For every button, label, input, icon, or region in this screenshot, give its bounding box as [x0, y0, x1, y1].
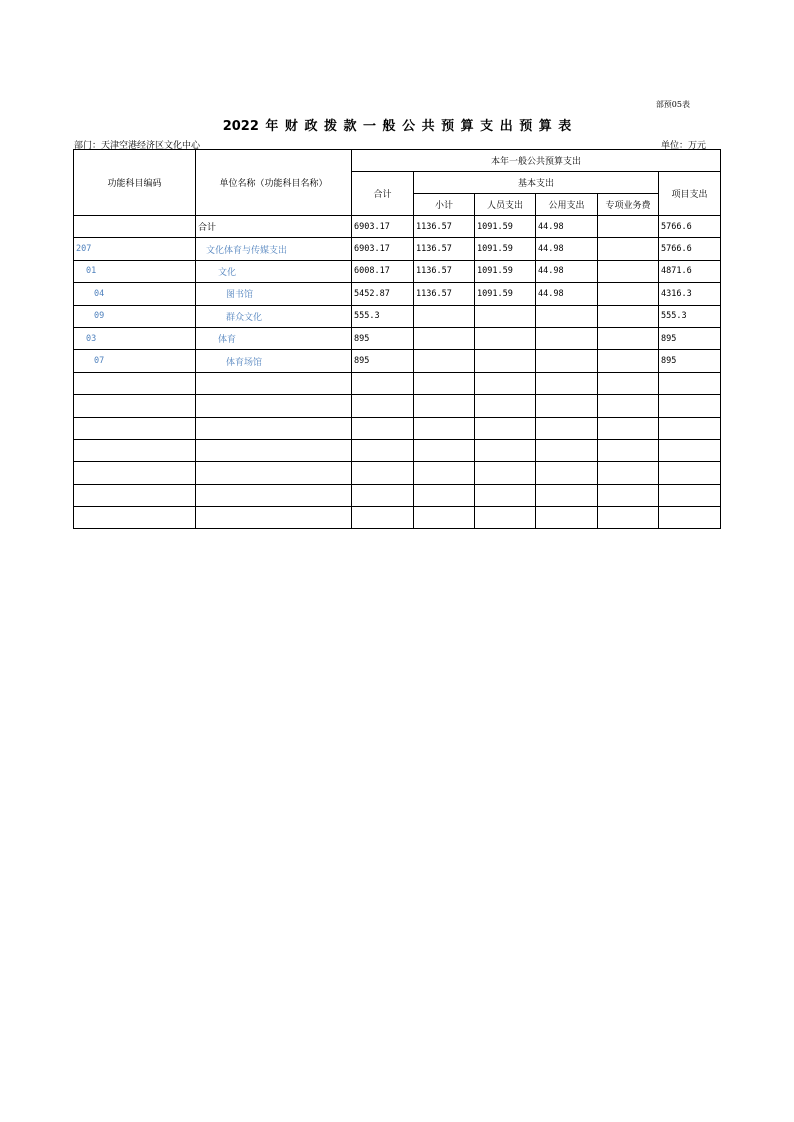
- empty-row: [74, 372, 721, 394]
- empty-cell: [659, 462, 721, 484]
- cell-name: 群众文化: [196, 305, 352, 327]
- header-public: 公用支出: [536, 194, 598, 216]
- table-row: [74, 216, 721, 238]
- empty-cell: [536, 507, 598, 529]
- empty-cell: [74, 417, 196, 439]
- cell-total: 895: [352, 350, 414, 372]
- empty-cell: [74, 507, 196, 529]
- cell-total: 895: [352, 327, 414, 349]
- cell-special: [598, 350, 659, 372]
- empty-cell: [475, 395, 536, 417]
- empty-cell: [598, 462, 659, 484]
- empty-row: [74, 439, 721, 461]
- header-group: 本年一般公共预算支出: [352, 150, 721, 172]
- empty-cell: [536, 395, 598, 417]
- cell-personnel: 1091.59: [475, 283, 536, 305]
- cell-special: [598, 216, 659, 238]
- cell-name: 文化体育与传媒支出: [196, 238, 352, 260]
- empty-cell: [196, 439, 352, 461]
- empty-cell: [598, 507, 659, 529]
- empty-row: [74, 417, 721, 439]
- empty-cell: [352, 417, 414, 439]
- cell-total: 6008.17: [352, 260, 414, 282]
- empty-cell: [598, 439, 659, 461]
- header-subtotal: 小计: [414, 194, 475, 216]
- empty-cell: [196, 484, 352, 506]
- empty-row: [74, 484, 721, 506]
- empty-cell: [536, 372, 598, 394]
- cell-subtotal: [414, 305, 475, 327]
- empty-cell: [352, 462, 414, 484]
- empty-cell: [659, 395, 721, 417]
- empty-cell: [352, 507, 414, 529]
- cell-code: 03: [74, 327, 196, 349]
- empty-cell: [74, 462, 196, 484]
- cell-code: 09: [74, 305, 196, 327]
- cell-special: [598, 238, 659, 260]
- cell-project: 4871.6: [659, 260, 721, 282]
- empty-cell: [475, 372, 536, 394]
- empty-cell: [196, 372, 352, 394]
- table-row: [74, 350, 721, 372]
- empty-cell: [414, 507, 475, 529]
- cell-special: [598, 305, 659, 327]
- cell-subtotal: 1136.57: [414, 260, 475, 282]
- cell-subtotal: 1136.57: [414, 238, 475, 260]
- cell-subtotal: 1136.57: [414, 283, 475, 305]
- empty-cell: [414, 372, 475, 394]
- empty-cell: [74, 484, 196, 506]
- table-row: [74, 238, 721, 260]
- empty-row: [74, 462, 721, 484]
- cell-public: [536, 350, 598, 372]
- table-row: [74, 305, 721, 327]
- cell-name: 文化: [196, 260, 352, 282]
- cell-code: [74, 216, 196, 238]
- cell-personnel: [475, 350, 536, 372]
- cell-project: 5766.6: [659, 216, 721, 238]
- cell-public: [536, 305, 598, 327]
- empty-cell: [414, 462, 475, 484]
- empty-cell: [74, 395, 196, 417]
- cell-special: [598, 327, 659, 349]
- cell-personnel: 1091.59: [475, 260, 536, 282]
- cell-project: 895: [659, 327, 721, 349]
- empty-row: [74, 507, 721, 529]
- empty-cell: [414, 417, 475, 439]
- cell-total: 6903.17: [352, 216, 414, 238]
- empty-cell: [352, 372, 414, 394]
- empty-cell: [475, 484, 536, 506]
- cell-personnel: [475, 305, 536, 327]
- cell-name: 体育: [196, 327, 352, 349]
- department-label: 部门：天津空港经济区文化中心: [74, 141, 201, 151]
- empty-cell: [598, 417, 659, 439]
- cell-name: 图书馆: [196, 283, 352, 305]
- cell-total: 5452.87: [352, 283, 414, 305]
- cell-name: 体育场馆: [196, 350, 352, 372]
- empty-cell: [352, 395, 414, 417]
- cell-public: 44.98: [536, 260, 598, 282]
- cell-special: [598, 260, 659, 282]
- empty-cell: [475, 507, 536, 529]
- empty-cell: [536, 439, 598, 461]
- header-name: 单位名称（功能科目名称）: [196, 150, 352, 216]
- table-row: [74, 260, 721, 282]
- table-row: [74, 327, 721, 349]
- empty-cell: [74, 439, 196, 461]
- unit-label: 单位：万元: [660, 141, 706, 151]
- empty-cell: [414, 395, 475, 417]
- header-personnel: 人员支出: [475, 194, 536, 216]
- cell-code: 07: [74, 350, 196, 372]
- empty-cell: [196, 507, 352, 529]
- header-code: 功能科目编码: [74, 150, 196, 216]
- cell-code: 207: [74, 238, 196, 260]
- empty-cell: [196, 417, 352, 439]
- cell-project: 555.3: [659, 305, 721, 327]
- empty-cell: [536, 484, 598, 506]
- cell-subtotal: [414, 327, 475, 349]
- cell-code: 04: [74, 283, 196, 305]
- cell-public: 44.98: [536, 283, 598, 305]
- empty-cell: [659, 507, 721, 529]
- cell-subtotal: [414, 350, 475, 372]
- page-title: 2022 年 财 政 拨 款 一 般 公 共 预 算 支 出 预 算 表: [222, 119, 572, 134]
- cell-personnel: 1091.59: [475, 216, 536, 238]
- budget-table: [73, 149, 721, 529]
- empty-cell: [475, 439, 536, 461]
- empty-cell: [352, 484, 414, 506]
- empty-cell: [475, 462, 536, 484]
- empty-cell: [598, 395, 659, 417]
- cell-project: 4316.3: [659, 283, 721, 305]
- cell-public: [536, 327, 598, 349]
- empty-cell: [659, 484, 721, 506]
- cell-public: 44.98: [536, 216, 598, 238]
- empty-cell: [659, 417, 721, 439]
- header-row-1: [74, 150, 721, 172]
- empty-cell: [74, 372, 196, 394]
- cell-name: 合计: [196, 216, 352, 238]
- header-project: 项目支出: [659, 172, 721, 216]
- empty-cell: [196, 462, 352, 484]
- cell-code: 01: [74, 260, 196, 282]
- cell-total: 6903.17: [352, 238, 414, 260]
- empty-cell: [352, 439, 414, 461]
- empty-cell: [536, 462, 598, 484]
- empty-cell: [659, 372, 721, 394]
- cell-project: 895: [659, 350, 721, 372]
- empty-row: [74, 395, 721, 417]
- cell-personnel: 1091.59: [475, 238, 536, 260]
- empty-cell: [414, 439, 475, 461]
- form-code: 部预05表: [655, 100, 690, 109]
- empty-cell: [659, 439, 721, 461]
- empty-cell: [598, 484, 659, 506]
- cell-project: 5766.6: [659, 238, 721, 260]
- cell-subtotal: 1136.57: [414, 216, 475, 238]
- cell-total: 555.3: [352, 305, 414, 327]
- cell-special: [598, 283, 659, 305]
- empty-cell: [598, 372, 659, 394]
- cell-personnel: [475, 327, 536, 349]
- header-special: 专项业务费: [598, 194, 659, 216]
- empty-cell: [196, 395, 352, 417]
- cell-public: 44.98: [536, 238, 598, 260]
- header-total: 合计: [352, 172, 414, 216]
- empty-cell: [414, 484, 475, 506]
- empty-cell: [536, 417, 598, 439]
- table-row: [74, 283, 721, 305]
- empty-cell: [475, 417, 536, 439]
- header-basic: 基本支出: [414, 172, 659, 194]
